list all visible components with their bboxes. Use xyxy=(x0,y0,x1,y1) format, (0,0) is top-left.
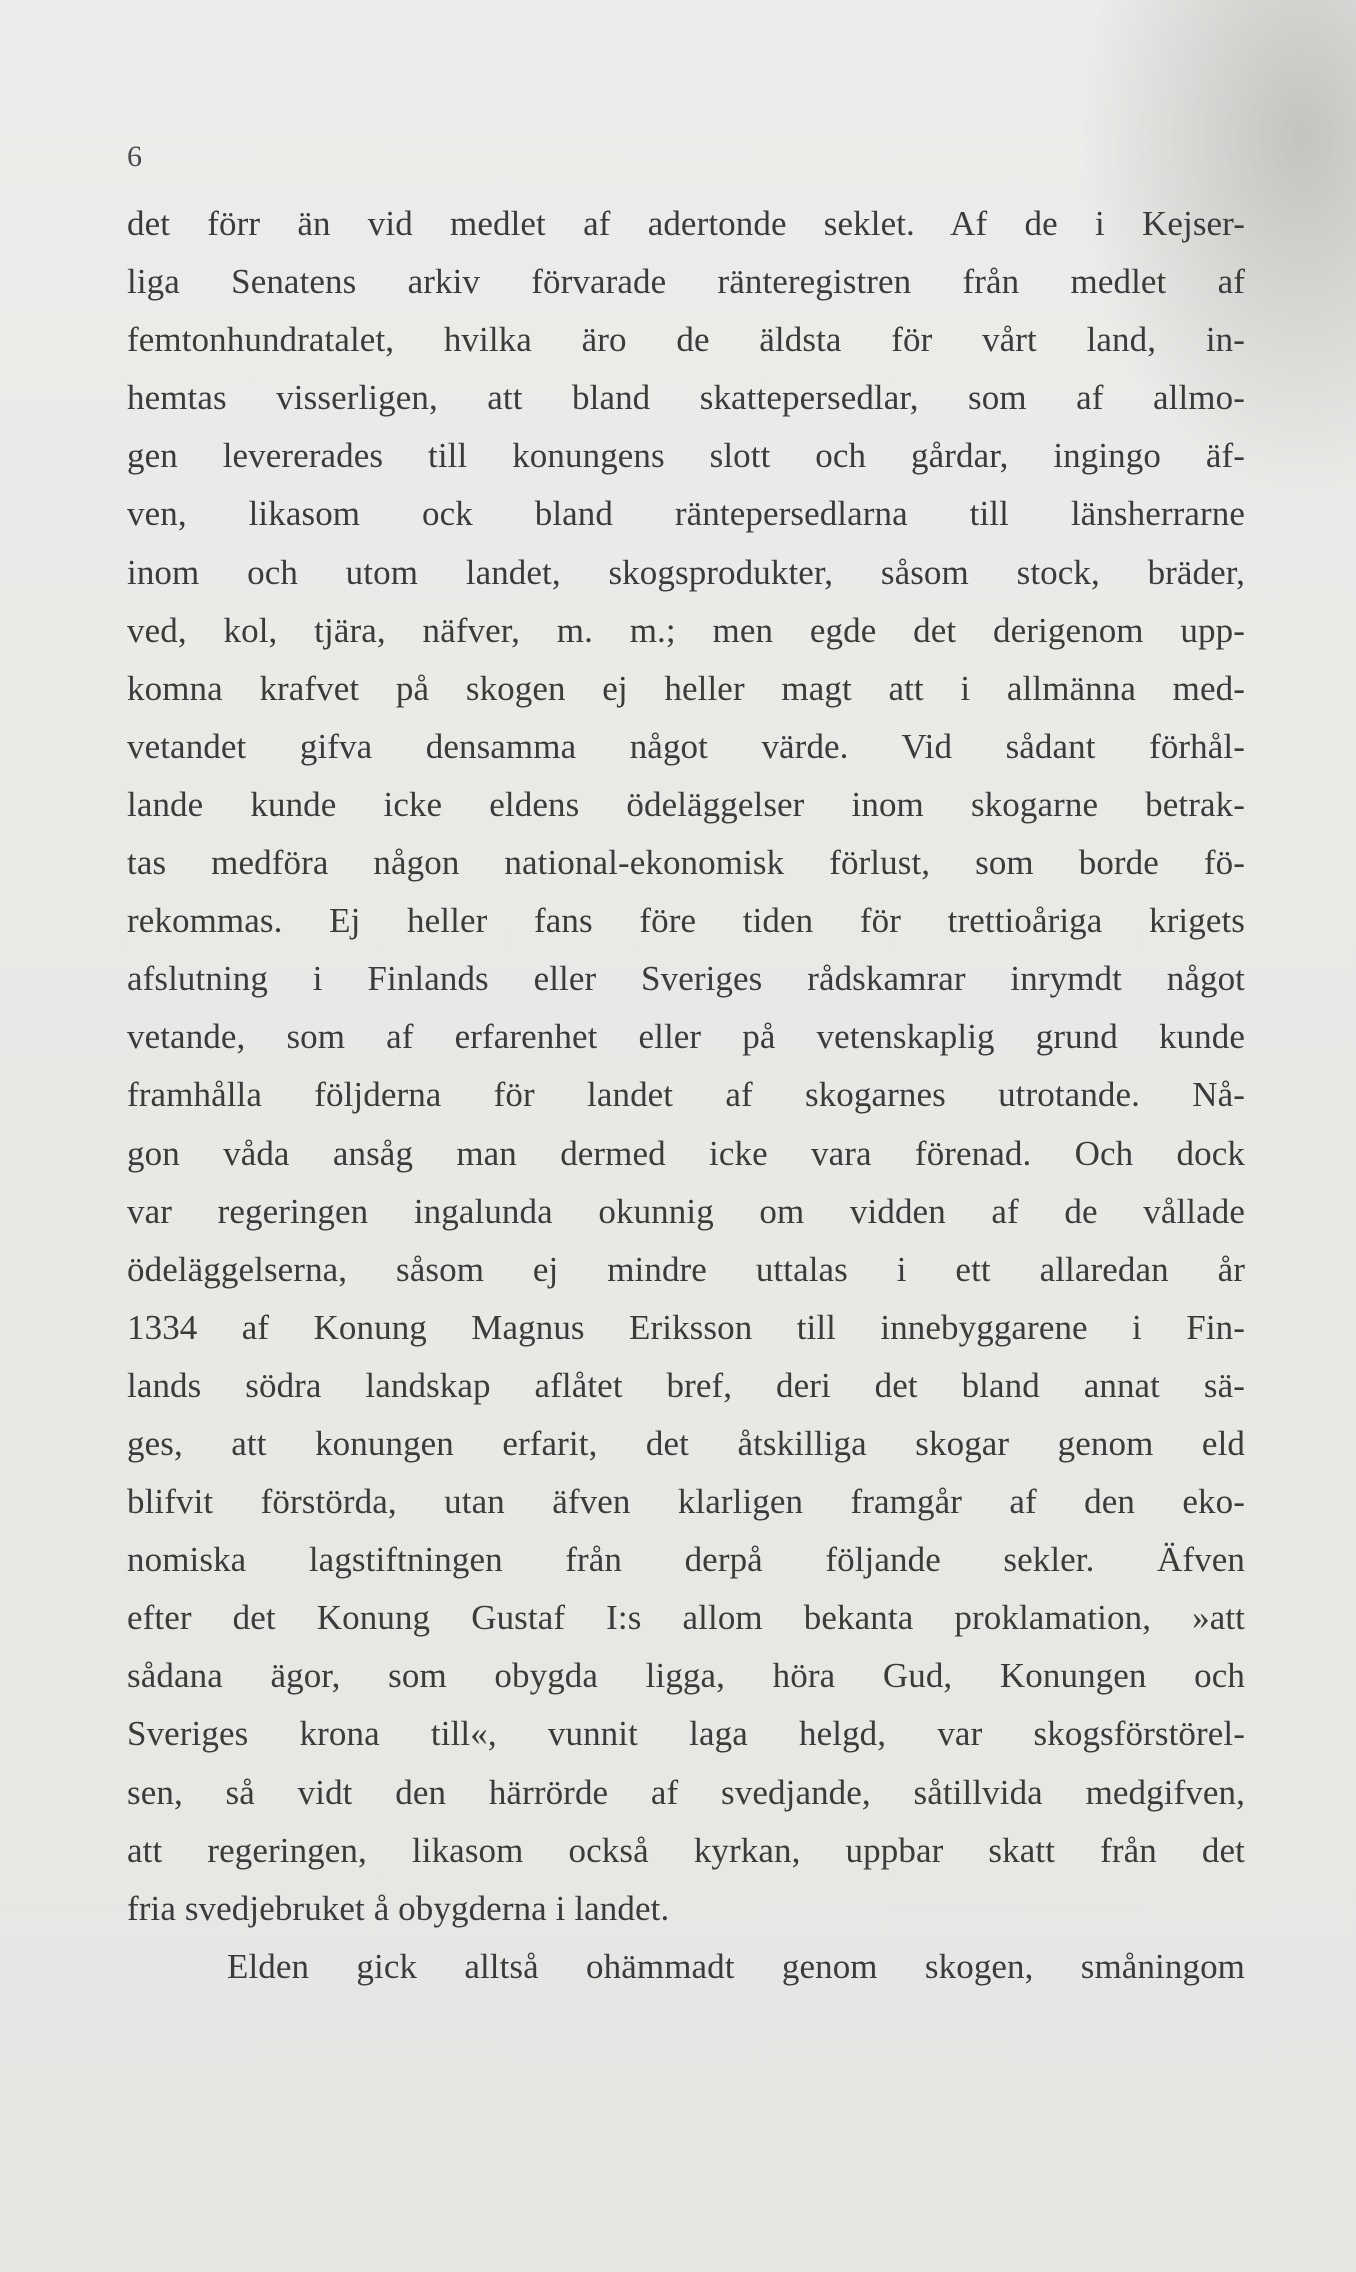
text-line: vetande, som af erfarenhet eller på vetenskaplig grund kunde xyxy=(127,1017,1245,1057)
text-line: ven, likasom ock bland räntepersedlarna till länsherrarne xyxy=(127,494,1245,534)
text-line: afslutning i Finlands eller Sveriges rådskamrar inrymdt något xyxy=(127,959,1245,999)
text-line: det förr än vid medlet af adertonde seklet. Af de i Kejser- xyxy=(127,204,1245,243)
text-line: framhålla följderna för landet af skogarnes utrotande. Nå- xyxy=(127,1075,1245,1115)
text-line: sen, så vidt den härrörde af svedjande, såtillvida medgifven, xyxy=(127,1772,1245,1812)
text-line: Sveriges krona till«, vunnit laga helgd, var skogsförstörel- xyxy=(127,1714,1245,1754)
text-line: femtonhundratalet, hvilka äro de äldsta för vårt land, in- xyxy=(127,320,1245,360)
text-line: gon våda ansåg man dermed icke vara förenad. Och dock xyxy=(127,1133,1245,1173)
text-line: sådana ägor, som obygda ligga, höra Gud, Konungen och xyxy=(127,1656,1245,1696)
text-line: ved, kol, tjära, näfver, m. m.; men egde det derigenom upp- xyxy=(127,610,1245,650)
text-line: ges, att konungen erfarit, det åtskilliga skogar genom eld xyxy=(127,1423,1245,1463)
text-line: efter det Konung Gustaf I:s allom bekanta proklamation, »att xyxy=(127,1598,1245,1638)
text-line: lande kunde icke eldens ödeläggelser inom skogarne betrak- xyxy=(127,784,1245,824)
text-line: blifvit förstörda, utan äfven klarligen framgår af den eko- xyxy=(127,1482,1245,1522)
body-text xyxy=(127,195,1245,1996)
text-line: var regeringen ingalunda okunnig om vidden af de vållade xyxy=(127,1191,1245,1231)
text-line-paragraph-start: Elden gick alltså ohämmadt genom skogen, småningom xyxy=(227,1946,1245,1986)
text-line: inom och utom landet, skogsprodukter, såsom stock, bräder, xyxy=(127,552,1245,592)
text-line: gen levererades till konungens slott och gårdar, ingingo äf- xyxy=(127,436,1245,476)
text-line: vetandet gifva densamma något värde. Vid sådant förhål- xyxy=(127,726,1245,766)
text-line: liga Senatens arkiv förvarade ränteregistren från medlet af xyxy=(127,262,1245,302)
text-line: hemtas visserligen, att bland skattepersedlar, som af allmo- xyxy=(127,378,1245,418)
text-line-paragraph-end: fria svedjebruket å obygderna i landet. xyxy=(127,1888,670,1928)
page-number: 6 xyxy=(127,140,142,173)
text-line: att regeringen, likasom också kyrkan, uppbar skatt från det xyxy=(127,1830,1245,1870)
text-line: komna krafvet på skogen ej heller magt att i allmänna med- xyxy=(127,668,1245,708)
text-line: rekommas. Ej heller fans före tiden för trettioåriga krigets xyxy=(127,901,1245,941)
text-line: tas medföra någon national-ekonomisk förlust, som borde fö- xyxy=(127,843,1245,883)
text-line: 1334 af Konung Magnus Eriksson till innebyggarene i Fin- xyxy=(127,1307,1245,1347)
text-line: lands södra landskap aflåtet bref, deri det bland annat sä- xyxy=(127,1365,1245,1405)
text-line: ödeläggelserna, såsom ej mindre uttalas i ett allaredan år xyxy=(127,1249,1245,1289)
text-line: nomiska lagstiftningen från derpå följande sekler. Äfven xyxy=(127,1540,1245,1580)
